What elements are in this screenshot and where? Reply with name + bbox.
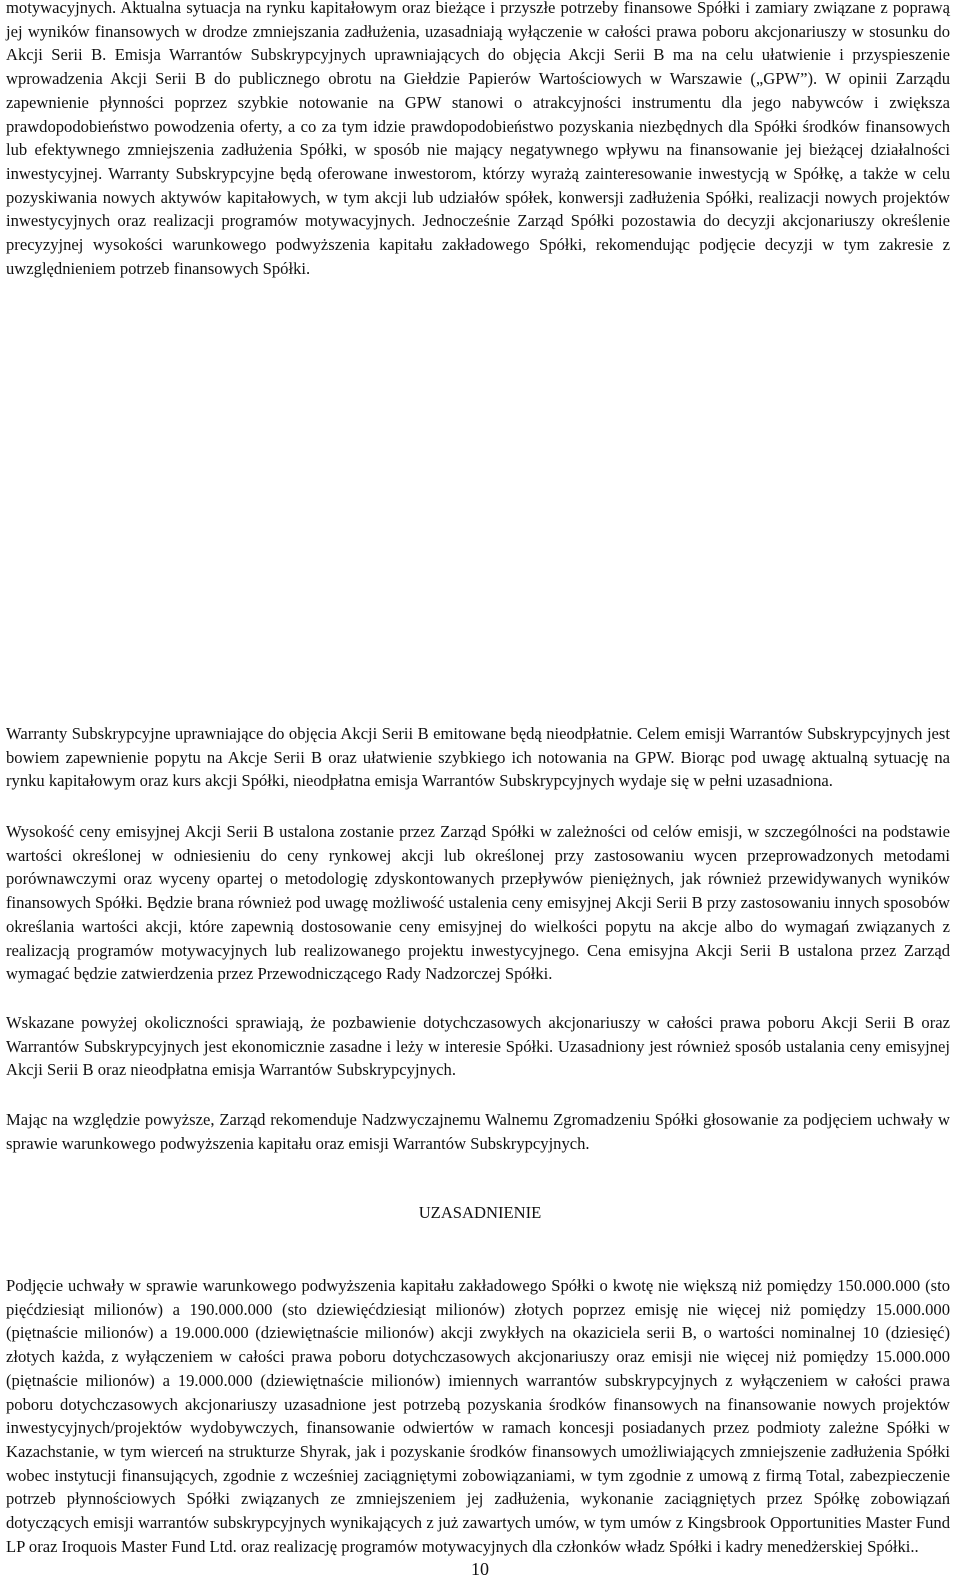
paragraph-recommendation: Mając na względzie powyższe, Zarząd rekomenduje Nadzwyczajnemu Walnemu Zgromadzeniu Spółki głosowanie za podjęciem uchwały w sprawie warunkowego podwyższenia kapitału oraz emisji Warrantów Subskrypcyjnych. bbox=[6, 1110, 950, 1153]
paragraph-motivation: motywacyjnych. Aktualna sytuacja na rynku kapitałowym oraz bieżące i przyszłe potrzeby finansowe Spółki i zamiary związane z poprawą jej wyników finansowych w drodze zmniejszania zadłużenia, uzasadniają wyłączenie w całości prawa poboru akcjonariuszy w stosunku do Akcji Serii B. Emisja Warrantów Subskrypcyjnych uprawniających do objęcia Akcji Serii B ma na celu ułatwienie i przyspieszenie wprowadzenia Akcji Serii B do publicznego obrotu na Giełdzie Papierów Wartościowych w Warszawie („GPW”). W opinii Zarządu zapewnienie płynności poprzez szybkie notowanie na GPW stanowi o atrakcyjności instrumentu dla jego nabywców i zwiększa prawdopodobieństwo powodzenia oferty, a co za tym idzie prawdopodobieństwo pozyskania niezbędnych dla Spółki środków finansowych lub efektywnego zmniejszenia zadłużenia Spółki, w sposób nie mający negatywnego wpływu na finansowanie jej bieżącej działalności inwestycyjnej. Warranty Subskrypcyjne będą oferowane inwestorom, którzy wyrażą zainteresowanie inwestycją w Spółkę, a także w celu pozyskiwania nowych aktywów kapitałowych, w tym akcji lub udziałów spółek, konwersji zadłużenia Spółki, realizacji nowych projektów inwestycyjnych oraz realizacji programów motywacyjnych. Jednocześnie Zarząd Spółki pozostawia do decyzji akcjonariuszy określenie precyzyjnej wysokości warunkowego podwyższenia kapitału zakładowego Spółki, rekomendując podjęcie decyzji w tym zakresie z uwzględnieniem potrzeb finansowych Spółki. bbox=[6, 0, 950, 278]
section-heading: UZASADNIENIE bbox=[418, 1203, 542, 1222]
paragraph-justification: Podjęcie uchwały w sprawie warunkowego podwyższenia kapitału zakładowego Spółki o kwotę nie większą niż pomiędzy 150.000.000 (sto pięćdziesiąt milionów) a 190.000.000 (sto dziewięćdziesiąt milionów) złotych poprzez emisję nie więcej niż pomiędzy 15.000.000 (piętnaście milionów) a 19.000.000 (dziewiętnaście milionów) akcji zwykłych na okaziciela serii B, o wartości nominalnej 10 (dziesięć) złotych każda, z wyłączeniem w całości prawa poboru dotychczasowych akcjonariuszy oraz emisji nie więcej niż pomiędzy 15.000.000 (piętnaście milionów) a 19.000.000 (dziewiętnaście milionów) imiennych warrantów subskrypcyjnych z wyłączeniem w całości prawa poboru dotychczasowych akcjonariuszy uzasadnione jest potrzebą pozyskania środków finansowych na finansowanie nowych projektów inwestycyjnych/projektów wydobywczych, finansowanie odwiertów w ramach koncesji posiadanych przez podmioty zależne Spółki w Kazachstanie, w tym wierceń na strukturze Shyrak, jak i pozyskanie środków finansowych umożliwiających zmniejszenie zadłużenia Spółki wobec instytucji finansujących, zgodnie z wcześniej zaciągniętymi zobowiązaniami, w tym zgodnie z umową z firmą Total, zabezpieczenie potrzeb płynnościowych Spółki związanych ze zmniejszeniem jej zadłużenia, wykonanie zaciągniętych przez Spółkę zobowiązań dotyczących emisji warrantów subskrypcyjnych wynikających z już zawartych umów, w tym umów z Kingsbrook Opportunities Master Fund LP oraz Iroquois Master Fund Ltd. oraz realizację programów motywacyjnych dla członków władz Spółki i kadry menedżerskiej Spółki.. bbox=[6, 1276, 950, 1556]
paragraph-free-warrants: Warranty Subskrypcyjne uprawniające do objęcia Akcji Serii B emitowane będą nieodpłatnie. Celem emisji Warrantów Subskrypcyjnych jest bowiem zapewnienie popytu na Akcje Serii B oraz ułatwienie szybkiego ich notowania na GPW. Biorąc pod uwagę aktualną sytuację na rynku kapitałowym oraz kurs akcji Spółki, nieodpłatna emisja Warrantów Subskrypcyjnych wydaje się w pełni uzasadniona. bbox=[6, 724, 950, 791]
page-number: 10 bbox=[471, 1559, 489, 1579]
paragraph-circumstances: Wskazane powyżej okoliczności sprawiają, że pozbawienie dotychczasowych akcjonariuszy w całości prawa poboru Akcji Serii B oraz Warrantów Subskrypcyjnych jest ekonomicznie zasadne i leży w interesie Spółki. Uzasadniony jest również sposób ustalania ceny emisyjnej Akcji Serii B oraz nieodpłatna emisja Warrantów Subskrypcyjnych. bbox=[6, 1013, 950, 1080]
paragraph-issue-price: Wysokość ceny emisyjnej Akcji Serii B ustalona zostanie przez Zarząd Spółki w zależności od celów emisji, w szczególności na podstawie wartości określonej w odniesieniu do ceny rynkowej akcji lub określonej przy zastosowaniu wycen przeprowadzonych metodami porównawczymi oraz wyceny opartej o metodologię zdyskontowanych przepływów pieniężnych, jak również przewidywanych wyników finansowych Spółki. Będzie brana również pod uwagę możliwość ustalenia ceny emisyjnej Akcji Serii B przy zastosowaniu innych sposobów określania wartości akcji, które zapewnią dostosowanie ceny emisyjnej do wielkości popytu na akcje albo do wymagań związanych z realizacją programów motywacyjnych lub realizowanego projektu inwestycyjnego. Cena emisyjna Akcji Serii B ustalona przez Zarząd wymagać będzie zatwierdzenia przez Przewodniczącego Rady Nadzorczej Spółki. bbox=[6, 822, 950, 984]
